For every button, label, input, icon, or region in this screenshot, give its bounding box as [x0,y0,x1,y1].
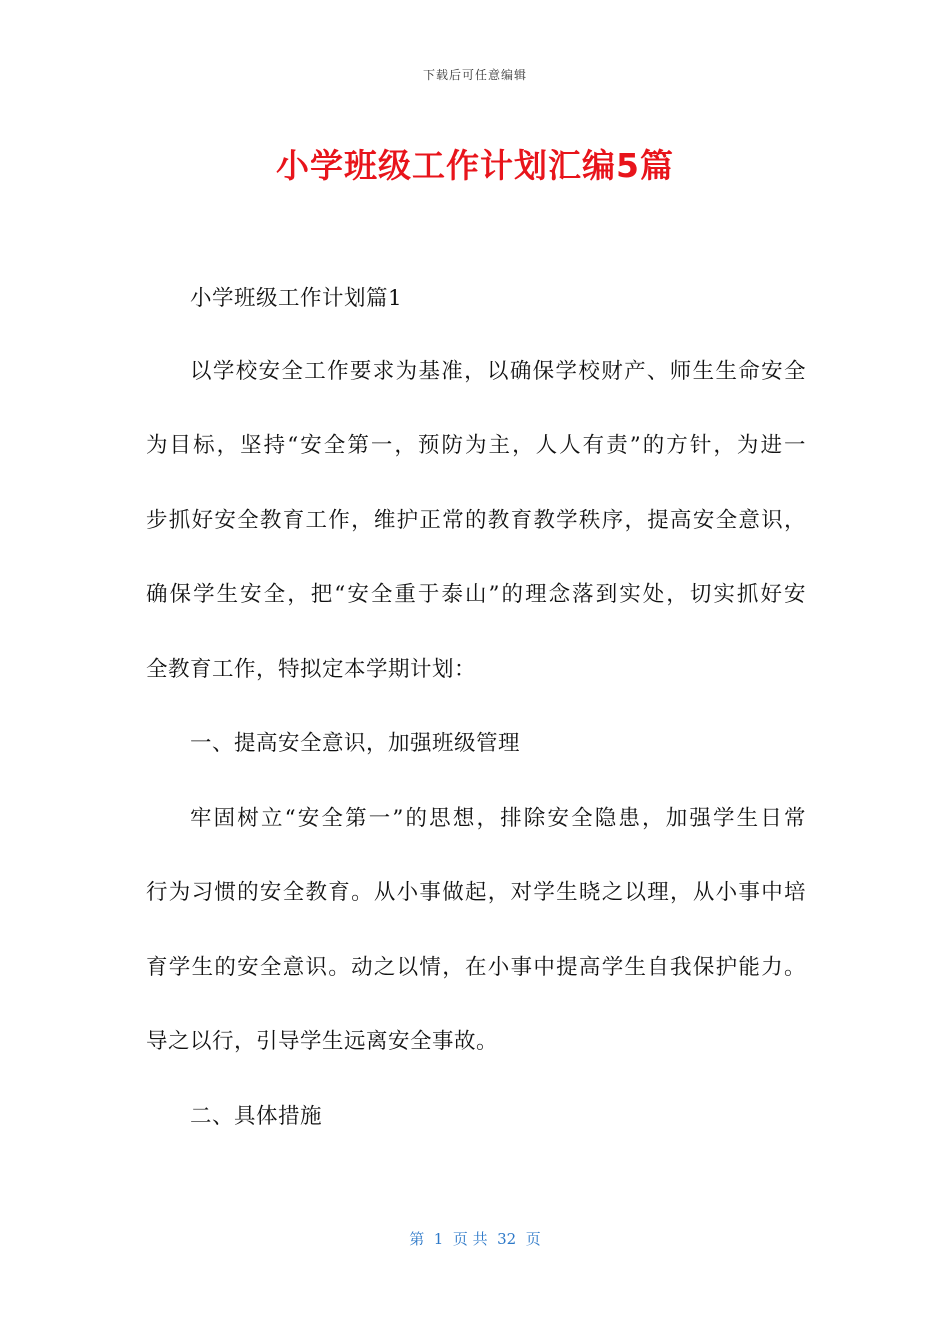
document-title: 小学班级工作计划汇编5篇 [276,146,674,185]
paragraph-line: 以学校安全工作要求为基准，以确保学校财产、师生生命安全 [190,359,806,384]
paragraph-line: 确保学生安全，把“安全重于泰山”的理念落到实处，切实抓好安 [146,582,806,607]
paragraph-line: 牢固树立“安全第一”的思想，排除安全隐患，加强学生日常 [190,806,806,831]
paragraph-line: 行为习惯的安全教育。从小事做起，对学生晓之以理，从小事中培 [146,880,806,905]
paragraph-line: 育学生的安全意识。动之以情，在小事中提高学生自我保护能力。 [146,955,806,980]
section-title: 小学班级工作计划篇1 [190,286,403,311]
paragraph-line: 为目标，坚持“安全第一，预防为主，人人有责”的方针，为进一 [146,433,806,458]
page-number-footer: 第 1 页 共 32 页 [409,1230,541,1248]
paragraph-line: 导之以行，引导学生远离安全事故。 [146,1029,499,1054]
header-note: 下载后可任意编辑 [422,68,527,82]
paragraph-line: 全教育工作，特拟定本学期计划： [146,657,477,682]
paragraph-line: 步抓好安全教育工作，维护正常的教育教学秩序，提高安全意识， [146,508,806,533]
section-heading: 一、提高安全意识，加强班级管理 [190,731,521,756]
section-heading: 二、具体措施 [190,1104,323,1129]
